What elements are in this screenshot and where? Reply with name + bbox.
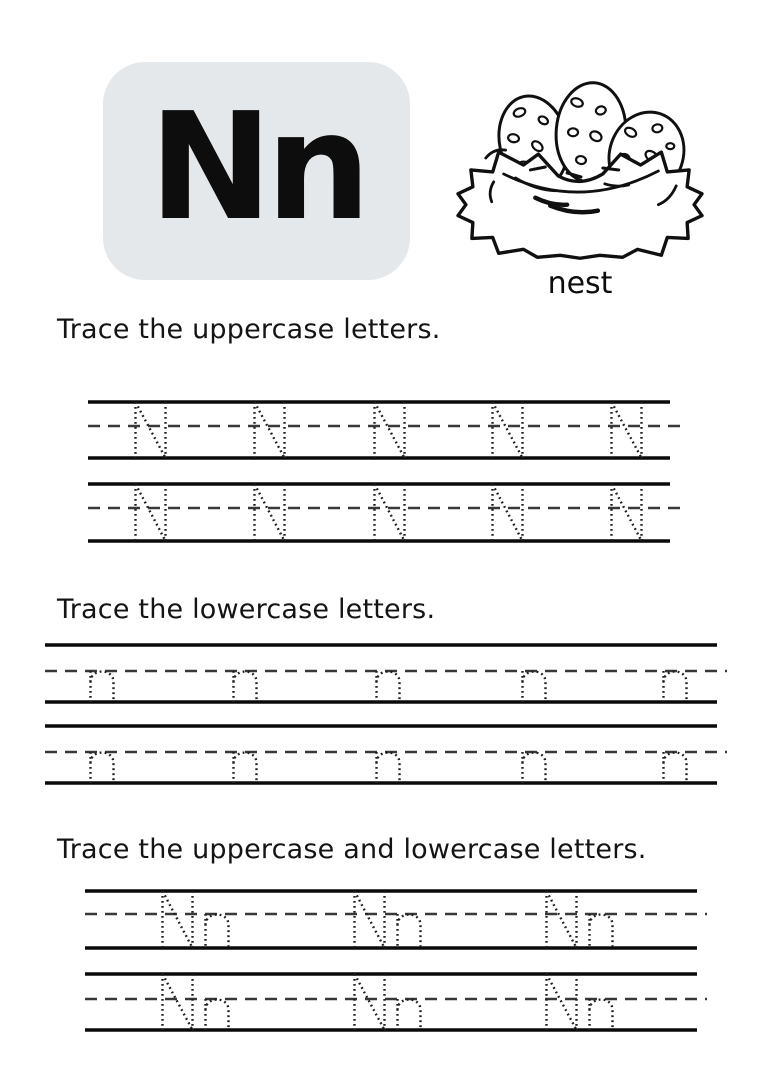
heading-mixed-case: Trace the uppercase and lowercase letters. xyxy=(57,834,647,865)
illustration-caption: nest xyxy=(547,266,613,301)
heading-uppercase: Trace the uppercase letters. xyxy=(57,314,441,345)
letter-card xyxy=(103,62,410,280)
nest-drawing-icon xyxy=(456,70,704,262)
letter-card-text: Nn xyxy=(148,81,365,253)
tracing-row-mixed-1 xyxy=(85,885,697,957)
tracing-row-lowercase-2 xyxy=(45,720,717,792)
tracing-row-uppercase-1 xyxy=(88,396,670,467)
tracing-row-uppercase-2 xyxy=(88,478,670,550)
tracing-row-mixed-2 xyxy=(85,968,697,1039)
nest-illustration xyxy=(456,70,704,310)
tracing-row-lowercase-1 xyxy=(45,639,717,711)
heading-lowercase: Trace the lowercase letters. xyxy=(57,594,436,625)
